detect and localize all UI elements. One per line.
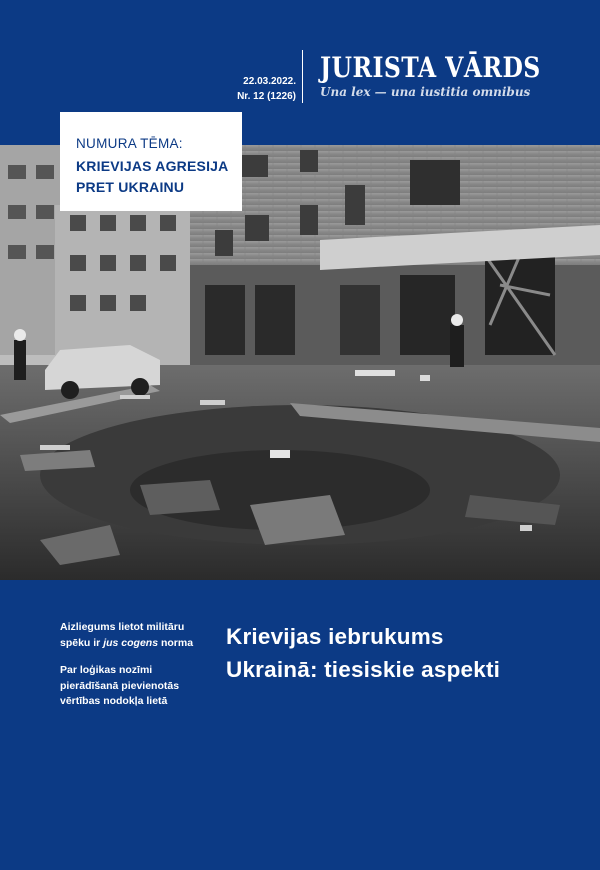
sidebar-article-2-line-3: vērtības nodokļa lietā [60, 695, 168, 707]
sidebar-article-1-line-1: Aizliegums lietot militāru [60, 621, 185, 633]
sidebar-article-1-text-before: spēku ir [60, 636, 104, 649]
headline-line-1: Krievijas iebrukums [226, 624, 444, 649]
theme-title [76, 156, 228, 198]
brand-masthead [320, 52, 583, 99]
issue-number: Nr. 12 (1226) [237, 91, 296, 102]
issue-date: 22.03.2022. [243, 76, 296, 87]
sidebar-article-2-line-1: Par loģikas nozīmi [60, 664, 153, 676]
headline-line-2: Ukrainā: tiesiskie aspekti [226, 657, 501, 682]
sidebar-article-1 [60, 620, 210, 651]
issue-theme-box [60, 112, 242, 211]
sidebar-article-1-italic: jus cogens [103, 636, 159, 649]
brand-motto: Una lex — una iustitia omnibus [320, 85, 531, 99]
theme-title-line-1: KRIEVIJAS AGRESIJA [76, 158, 229, 174]
brand-title: JURISTA VĀRDS [320, 51, 541, 84]
theme-title-line-2: PRET UKRAINU [76, 179, 185, 195]
issue-info [226, 74, 296, 104]
theme-label: NUMURA TĒMA: [76, 136, 183, 151]
header-divider [302, 50, 303, 103]
sidebar-articles [60, 620, 210, 722]
sidebar-article-2 [60, 663, 210, 710]
sidebar-article-2-line-2: pierādīšanā pievienotās [60, 679, 180, 692]
sidebar-article-1-text-after: norma [158, 636, 194, 649]
cover-headline [226, 620, 566, 686]
